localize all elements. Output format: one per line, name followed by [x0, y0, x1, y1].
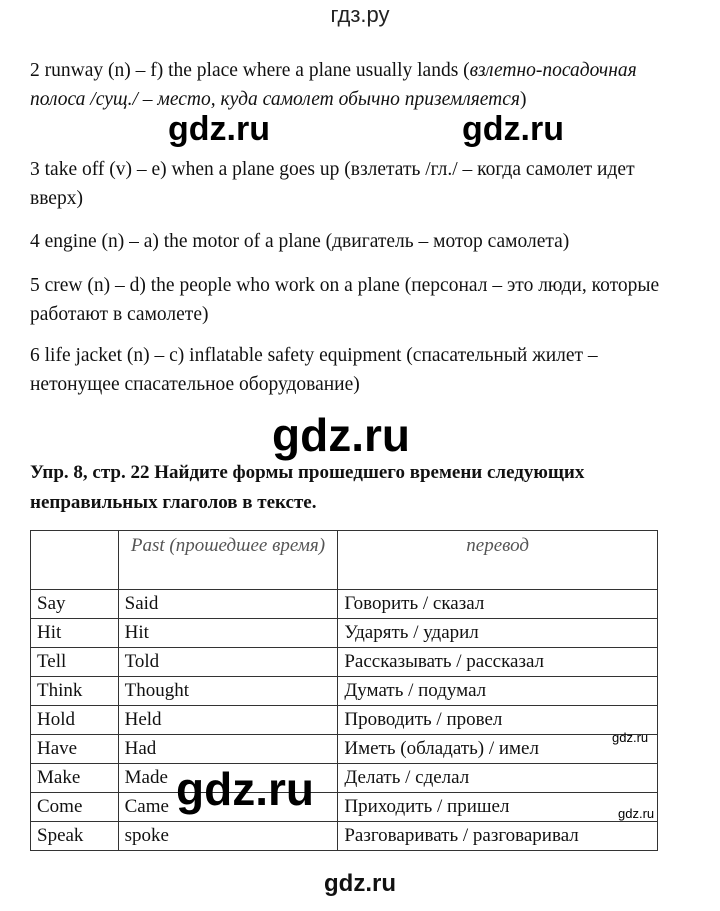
exercise-heading: Упр. 8, стр. 22 Найдите формы прошедшего времени следующих неправильных глаголов в тексте.	[30, 462, 585, 513]
table-header-row	[31, 531, 658, 590]
answer-item-2-translation: взлетно-посадочная полоса /сущ./ – место, куда самолет обычно приземляется	[30, 60, 637, 110]
answer-item-2-text: 2 runway (n) – f) the place where a plane usually lands (	[30, 60, 470, 81]
watermark: gdz.ru	[272, 409, 410, 461]
verb-cell: Come	[31, 793, 119, 822]
site-header: гдз.ру	[330, 2, 390, 27]
answer-item-2-end: )	[519, 89, 527, 110]
watermark: gdz.ru	[462, 110, 564, 148]
table-row	[31, 677, 658, 706]
verb-cell: Speak	[31, 822, 119, 851]
past-cell: Hit	[118, 619, 338, 648]
table-row	[31, 735, 658, 764]
header-translation: перевод	[338, 531, 658, 590]
answer-item-5: 5 crew (n) – d) the people who work on a plane (персонал – это люди, которые работают в самолете)	[30, 275, 660, 325]
verbs-table	[30, 530, 658, 851]
answer-item-6: 6 life jacket (n) – c) inflatable safety equipment (спасательный жилет – нетонущее спасательное оборудование)	[30, 345, 598, 395]
verb-cell: Think	[31, 677, 119, 706]
watermark: gdz.ru	[168, 110, 270, 148]
past-cell: Told	[118, 648, 338, 677]
verb-cell: Say	[31, 590, 119, 619]
translation-cell: Приходить / пришел	[338, 793, 658, 822]
header-verb	[31, 531, 119, 590]
past-cell: Made	[118, 764, 338, 793]
watermark: gdz.ru	[618, 806, 655, 821]
past-cell: Said	[118, 590, 338, 619]
answer-item-2	[30, 56, 670, 114]
translation-cell: Проводить / провел	[338, 706, 658, 735]
past-cell: Thought	[118, 677, 338, 706]
site-footer: gdz.ru	[324, 870, 396, 897]
watermark: gdz.ru	[176, 763, 314, 815]
table-row	[31, 648, 658, 677]
header-past: Past (прошедшее время)	[118, 531, 338, 590]
past-cell: Had	[118, 735, 338, 764]
translation-cell: Ударять / ударил	[338, 619, 658, 648]
table-row	[31, 793, 658, 822]
translation-cell: Делать / сделал	[338, 764, 658, 793]
past-cell: spoke	[118, 822, 338, 851]
translation-cell: Думать / подумал	[338, 677, 658, 706]
past-cell: Held	[118, 706, 338, 735]
verb-cell: Make	[31, 764, 119, 793]
answer-item-3: 3 take off (v) – e) when a plane goes up (взлетать /гл./ – когда самолет идет вверх)	[30, 159, 635, 209]
table-row	[31, 764, 658, 793]
answer-item-4: 4 engine (n) – a) the motor of a plane (двигатель – мотор самолета)	[30, 231, 570, 252]
verb-cell: Hold	[31, 706, 119, 735]
verb-cell: Tell	[31, 648, 119, 677]
translation-cell: Говорить / сказал	[338, 590, 658, 619]
table-row	[31, 822, 658, 851]
translation-cell: Разговаривать / разговаривал	[338, 822, 658, 851]
translation-cell: Рассказывать / рассказал	[338, 648, 658, 677]
table-row	[31, 590, 658, 619]
table-row	[31, 619, 658, 648]
verb-cell: Hit	[31, 619, 119, 648]
table-row	[31, 706, 658, 735]
verb-cell: Have	[31, 735, 119, 764]
translation-cell: Иметь (обладать) / имел	[338, 735, 658, 764]
past-cell: Came	[118, 793, 338, 822]
watermark: gdz.ru	[612, 730, 649, 745]
